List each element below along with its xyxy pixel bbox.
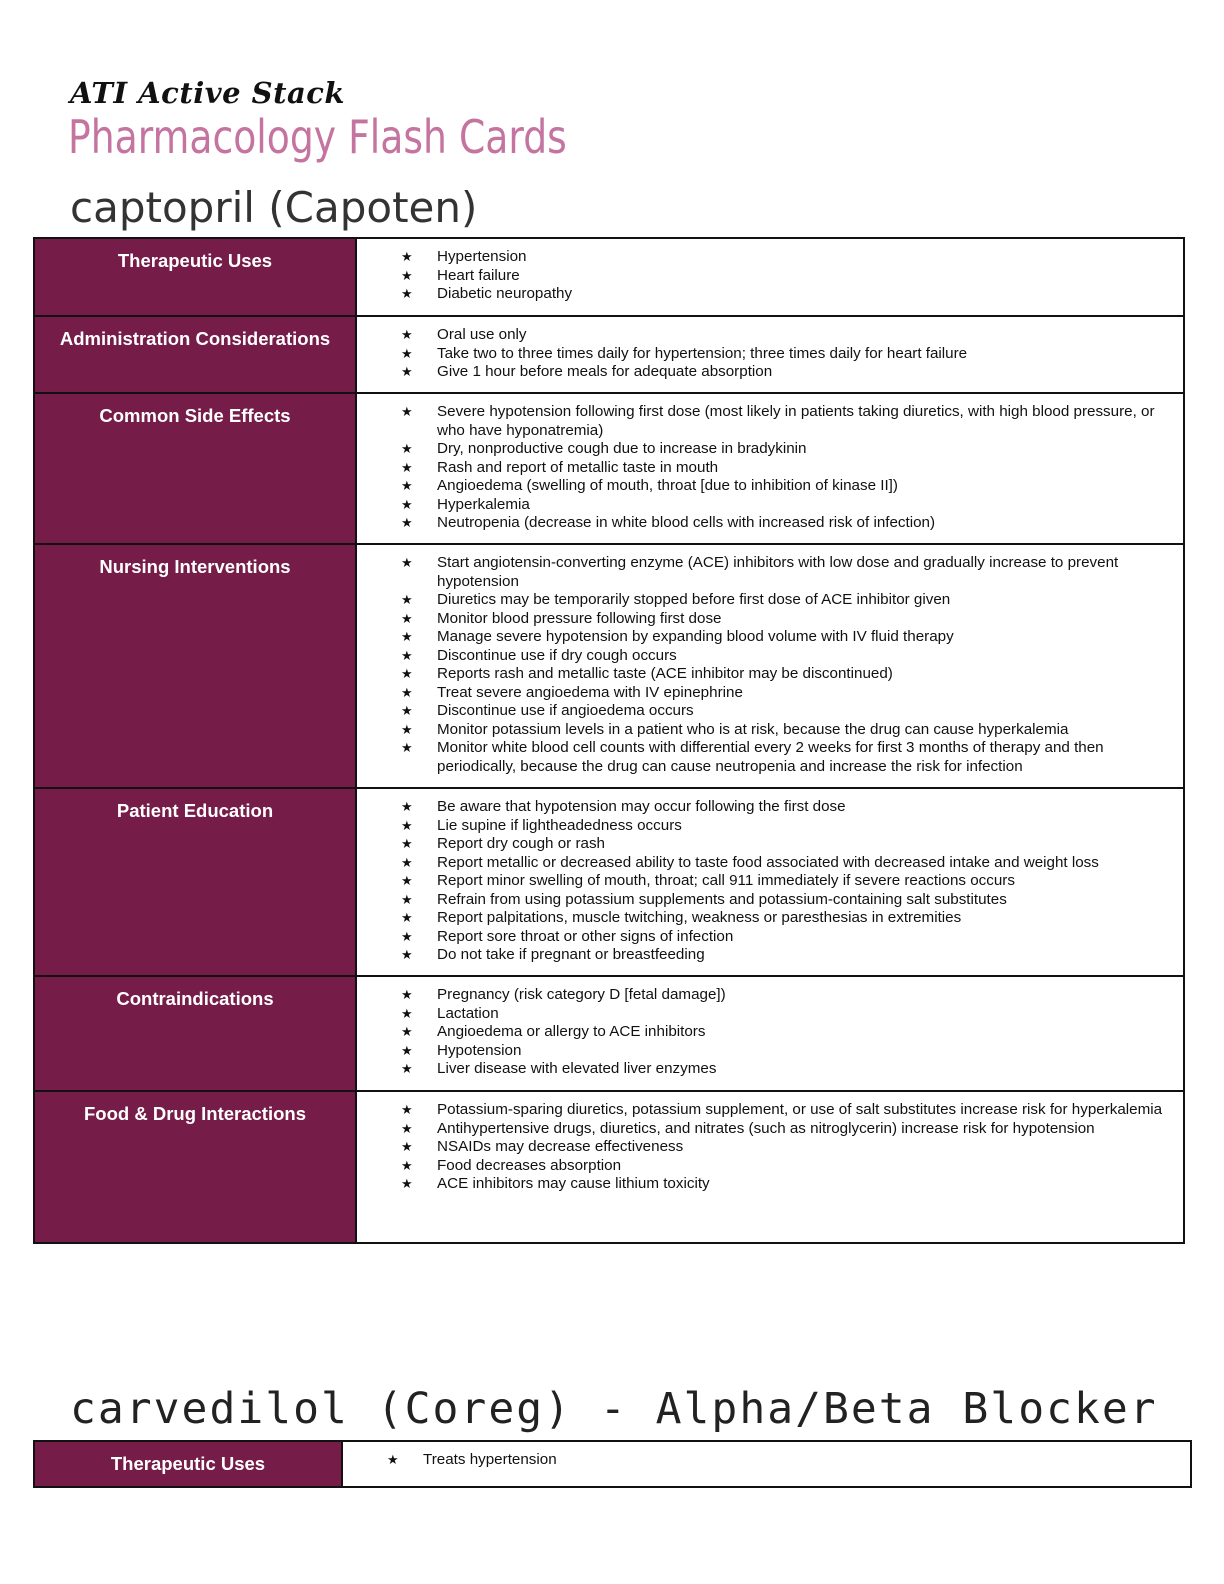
bullet-list bbox=[357, 977, 1183, 1079]
card-row-therapeutic-uses bbox=[34, 1441, 1191, 1487]
row-label: Food & Drug Interactions bbox=[84, 1103, 306, 1124]
card-row-therapeutic-uses bbox=[34, 238, 1184, 316]
list-item: ★ Hyperkalemia bbox=[437, 496, 1173, 515]
list-item: ★ Refrain from using potassium supplements and potassium-containing salt substitutes bbox=[437, 891, 1173, 910]
list-item: ★ Discontinue use if dry cough occurs bbox=[437, 647, 1173, 666]
list-item: ★ Oral use only bbox=[437, 326, 1173, 345]
carvedilol-card-table bbox=[33, 1440, 1192, 1488]
list-item: ★ Rash and report of metallic taste in mouth bbox=[437, 459, 1173, 478]
row-content-cell bbox=[356, 316, 1184, 393]
list-item: ★ Pregnancy (risk category D [fetal damage]) bbox=[437, 986, 1173, 1005]
row-label: Administration Considerations bbox=[59, 328, 331, 349]
list-item: ★ Heart failure bbox=[437, 267, 1173, 286]
row-content-cell bbox=[356, 788, 1184, 976]
list-item: ★ Report sore throat or other signs of infection bbox=[437, 928, 1173, 947]
row-content-cell bbox=[356, 976, 1184, 1091]
row-label-cell bbox=[34, 976, 356, 1091]
row-content-cell bbox=[342, 1441, 1191, 1487]
list-item: ★ Hypertension bbox=[437, 248, 1173, 267]
captopril-card-table bbox=[33, 237, 1185, 1244]
row-label: Therapeutic Uses bbox=[110, 1453, 266, 1474]
list-item: ★ Angioedema (swelling of mouth, throat [due to inhibition of kinase II]) bbox=[437, 477, 1173, 496]
list-item: ★ Dry, nonproductive cough due to increase in bradykinin bbox=[437, 440, 1173, 459]
list-item: ★ Report minor swelling of mouth, throat; call 911 immediately if severe reactions occurs bbox=[437, 872, 1173, 891]
list-item: ★ Severe hypotension following first dose (most likely in patients taking diuretics, with high blood pressure, or who have hyponatremia) bbox=[437, 403, 1173, 440]
row-label-cell bbox=[34, 788, 356, 976]
page-title: Pharmacology Flash Cards bbox=[68, 110, 567, 164]
list-item: ★ Neutropenia (decrease in white blood cells with increased risk of infection) bbox=[437, 514, 1173, 533]
list-item: ★ Take two to three times daily for hypertension; three times daily for heart failure bbox=[437, 345, 1173, 364]
list-item: ★ Diabetic neuropathy bbox=[437, 285, 1173, 304]
row-label-cell bbox=[34, 544, 356, 788]
list-item: ★ Diuretics may be temporarily stopped before first dose of ACE inhibitor given bbox=[437, 591, 1173, 610]
row-label: Nursing Interventions bbox=[99, 556, 291, 577]
list-item: ★ Start angiotensin-converting enzyme (ACE) inhibitors with low dose and gradually increase to prevent hypotension bbox=[437, 554, 1173, 591]
row-label-cell bbox=[34, 238, 356, 316]
card-row-nursing-interventions bbox=[34, 544, 1184, 788]
row-label: Therapeutic Uses bbox=[117, 250, 273, 271]
list-item: ★ Report dry cough or rash bbox=[437, 835, 1173, 854]
bullet-list bbox=[357, 1092, 1183, 1194]
list-item: ★ Report palpitations, muscle twitching, weakness or paresthesias in extremities bbox=[437, 909, 1173, 928]
list-item: ★ ACE inhibitors may cause lithium toxicity bbox=[437, 1175, 1173, 1194]
card-row-patient-education bbox=[34, 788, 1184, 976]
row-label-cell bbox=[34, 316, 356, 393]
row-content-cell bbox=[356, 393, 1184, 544]
row-content-cell bbox=[356, 238, 1184, 316]
header-kicker: ATI Active Stack bbox=[70, 76, 346, 110]
list-item: ★ Monitor blood pressure following first dose bbox=[437, 610, 1173, 629]
drug-title-captopril: captopril (Capoten) bbox=[70, 183, 478, 232]
list-item: ★ Liver disease with elevated liver enzymes bbox=[437, 1060, 1173, 1079]
list-item: ★ Food decreases absorption bbox=[437, 1157, 1173, 1176]
bullet-list bbox=[357, 317, 1183, 382]
drug-title-carvedilol: carvedilol (Coreg) - Alpha/Beta Blocker bbox=[70, 1384, 1158, 1434]
list-item: ★ Manage severe hypotension by expanding blood volume with IV fluid therapy bbox=[437, 628, 1173, 647]
list-item: ★ Antihypertensive drugs, diuretics, and nitrates (such as nitroglycerin) increase risk for hypotension bbox=[437, 1120, 1173, 1139]
card-row-side-effects bbox=[34, 393, 1184, 544]
bullet-list bbox=[357, 789, 1183, 965]
card-row-administration bbox=[34, 316, 1184, 393]
row-label: Patient Education bbox=[116, 800, 274, 821]
card-row-contraindications bbox=[34, 976, 1184, 1091]
bullet-list bbox=[357, 239, 1183, 304]
list-item: ★ Reports rash and metallic taste (ACE inhibitor may be discontinued) bbox=[437, 665, 1173, 684]
list-item: ★ Monitor white blood cell counts with differential every 2 weeks for first 3 months of therapy and then periodically, because the drug can cause neutropenia and increase the risk for infection bbox=[437, 739, 1173, 776]
row-label-cell bbox=[34, 1091, 356, 1243]
list-item: ★ Treats hypertension bbox=[423, 1451, 1180, 1470]
row-label: Contraindications bbox=[116, 988, 274, 1009]
list-item: ★ NSAIDs may decrease effectiveness bbox=[437, 1138, 1173, 1157]
bullet-list bbox=[343, 1442, 1190, 1470]
row-content-cell bbox=[356, 544, 1184, 788]
list-item: ★ Be aware that hypotension may occur following the first dose bbox=[437, 798, 1173, 817]
row-label-cell bbox=[34, 393, 356, 544]
list-item: ★ Potassium-sparing diuretics, potassium supplement, or use of salt substitutes increase risk for hyperkalemia bbox=[437, 1101, 1173, 1120]
list-item: ★ Do not take if pregnant or breastfeeding bbox=[437, 946, 1173, 965]
row-content-cell bbox=[356, 1091, 1184, 1243]
list-item: ★ Give 1 hour before meals for adequate absorption bbox=[437, 363, 1173, 382]
list-item: ★ Lie supine if lightheadedness occurs bbox=[437, 817, 1173, 836]
list-item: ★ Hypotension bbox=[437, 1042, 1173, 1061]
row-label: Common Side Effects bbox=[99, 405, 291, 426]
bullet-list bbox=[357, 545, 1183, 776]
list-item: ★ Monitor potassium levels in a patient who is at risk, because the drug can cause hyperkalemia bbox=[437, 721, 1173, 740]
card-row-food-drug-interactions bbox=[34, 1091, 1184, 1243]
list-item: ★ Treat severe angioedema with IV epinephrine bbox=[437, 684, 1173, 703]
list-item: ★ Discontinue use if angioedema occurs bbox=[437, 702, 1173, 721]
list-item: ★ Angioedema or allergy to ACE inhibitors bbox=[437, 1023, 1173, 1042]
row-label-cell bbox=[34, 1441, 342, 1487]
list-item: ★ Lactation bbox=[437, 1005, 1173, 1024]
list-item: ★ Report metallic or decreased ability to taste food associated with decreased intake and weight loss bbox=[437, 854, 1173, 873]
bullet-list bbox=[357, 394, 1183, 533]
